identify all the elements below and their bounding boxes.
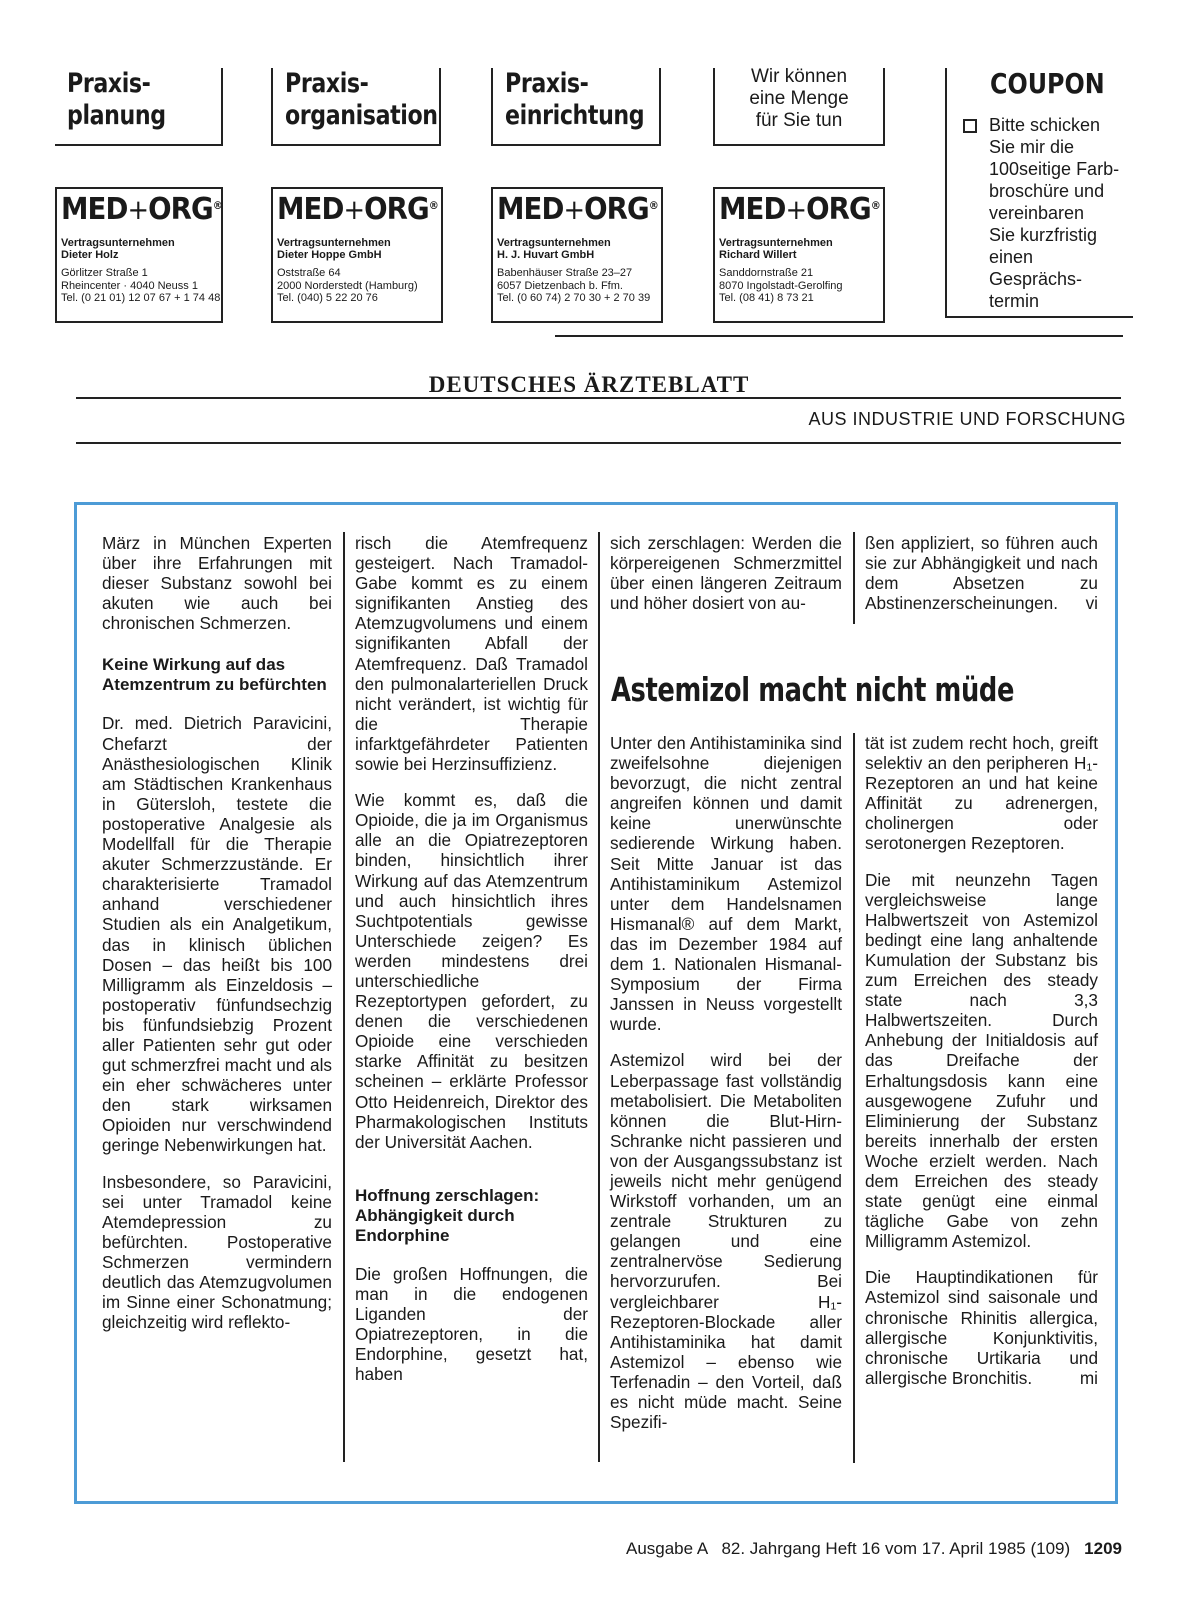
paragraph: Die mit neunzehn Tagen vergleichsweise lange Halbwertszeit von Astemizol bedingt eine lang anhaltende Kumulation der Substanz bis zum Erreichen des steady state nach 3,3 Halbwertszeiten. Durch Anhebung der Initialdosis auf das Dreifache der Erhaltungsdosis kann eine ausgewogene Zufuhr und Eliminierung der Substanz bereits innerhalb der ersten Woche erzielt werden. Nach dem Erreichen des steady state genügt eine einmal tägliche Gabe von zehn Milligramm Astemizol.: [865, 869, 1098, 1252]
article-column-2: [355, 533, 588, 1400]
section-title: AUS INDUSTRIE UND FORSCHUNG: [808, 409, 1126, 429]
journal-title: DEUTSCHES ÄRZTEBLATT: [428, 372, 750, 397]
article-column-3: [610, 733, 842, 1448]
coupon-checkbox[interactable]: [963, 119, 977, 133]
article-column-3-top: [610, 533, 842, 629]
issue-info: Ausgabe A 82. Jahrgang Heft 16 vom 17. April 1985 (109): [625, 1539, 1071, 1558]
ad-header-praxiseinrichtung: [491, 68, 661, 146]
card-company: Vertragsunternehmen H. J. Huvart GmbH: [497, 237, 611, 261]
coupon-bottom-rule: [945, 316, 1133, 318]
coupon-text: Bitte schicken Sie mir die 100seitige Farb- broschüre und vereinbaren Sie kurzfristig einen Gesprächs- termin: [989, 115, 1120, 311]
article-column-1: [102, 533, 332, 1348]
paragraph: März in München Experten über ihre Erfahrungen mit dieser Substanz sowohl bei akuten wie auch bei chronischen Schmerzen.: [102, 533, 332, 634]
coupon-title: COUPON: [990, 67, 1105, 100]
header-rule-lower: [76, 442, 1121, 444]
card-address: Görlitzer Straße 1 Rheincenter · 4040 Neuss 1 Tel. (0 21 01) 12 07 67 + 1 74 48: [61, 267, 221, 304]
ad-header-praxisplanung: [55, 68, 223, 146]
medorg-logo: MED+ORG®: [719, 192, 880, 227]
column-divider: [853, 532, 855, 624]
column-divider: [598, 532, 600, 1462]
subheading-atemzentrum: Keine Wirkung auf das Atemzentrum zu befürchten: [102, 655, 327, 695]
paragraph: Astemizol wird bei der Leberpassage fast vollständig metabolisiert. Die Metaboliten können die Blut-Hirn-Schranke nicht passieren und von der Ausgangssubstanz ist jeweils nicht mehr genügend Wirkstoff vorhanden, um an zentrale Strukturen zu gelangen und eine zentralnervöse Sedierung hervorzurufen. Bei vergleichbarer H₁-Rezeptoren-Blockade aller Antihistaminika hat damit Astemizol – ebenso wie Terfenadin – den Vorteil, daß es nicht müde macht. Seine Spezifi-: [610, 1050, 842, 1433]
medorg-logo: MED+ORG®: [497, 192, 658, 227]
subheading-hoffnung: Hoffnung zerschlagen: Abhängigkeit durch Endorphine: [355, 1185, 540, 1245]
author-initials: mi: [1079, 1367, 1098, 1388]
author-initials: vi: [1085, 593, 1098, 614]
ad-header-title: Praxis- einrichtung: [505, 68, 645, 131]
paragraph: Insbesondere, so Paravicini, sei unter Tramadol keine Atemdepression zu befürchten. Postoperative Schmerzen vermindern deutlich das Atemzugvolumen im Sinne einer Schonatmung; gleichzeitig wird reflekto-: [102, 1171, 332, 1333]
ad-header-title: Praxis- planung: [67, 68, 166, 131]
ad-slogan-text: Wir können eine Menge für Sie tun: [749, 66, 849, 131]
card-address: Sanddornstraße 21 8070 Ingolstadt-Gerolfing Tel. (08 41) 8 73 21: [719, 267, 843, 304]
paragraph: ßen appliziert, so führen auch sie zur Abhängigkeit und nach dem Absetzen zu Abstinenzerscheinungen. vi: [865, 533, 1098, 614]
card-company: Vertragsunternehmen Dieter Hoppe GmbH: [277, 237, 391, 261]
ad-header-title: Praxis- organisation: [285, 68, 438, 131]
top-divider: [555, 335, 1123, 337]
paragraph: Die Hauptindikationen für Astemizol sind saisonale und chronische Rhinitis allergica, allergische Konjunktivitis, chronische Urtikaria und allergische Bronchitis. mi: [865, 1267, 1098, 1388]
card-address: Oststraße 64 2000 Norderstedt (Hamburg) Tel. (040) 5 22 20 76: [277, 267, 418, 304]
paragraph: Die großen Hoffnungen, die man in die endogenen Liganden der Opiatrezeptoren, in die Endorphine, gesetzt hat, haben: [355, 1263, 588, 1385]
header-rule-upper: [76, 397, 1121, 399]
article-headline: Astemizol macht nicht müde: [611, 670, 1015, 709]
article-column-4: [865, 733, 1098, 1404]
column-divider: [853, 733, 855, 1463]
card-company: Vertragsunternehmen Richard Willert: [719, 237, 833, 261]
column-divider: [343, 532, 345, 1462]
medorg-logo: MED+ORG®: [61, 192, 222, 227]
card-address: Babenhäuser Straße 23–27 6057 Dietzenbach b. Ffm. Tel. (0 60 74) 2 70 30 + 2 70 39: [497, 267, 651, 304]
medorg-card-willert: [713, 187, 885, 323]
article-column-4-top: [865, 533, 1098, 629]
medorg-card-holz: [55, 187, 223, 323]
paragraph: sich zerschlagen: Werden die körpereigenen Schmerzmittel über einen längeren Zeitraum und höher dosiert von au-: [610, 533, 842, 614]
medorg-logo: MED+ORG®: [277, 192, 438, 227]
coupon-box: [945, 68, 1135, 318]
paragraph: Dr. med. Dietrich Paravicini, Chefarzt der Anästhesiologischen Klinik am Städtischen Krankenhaus in Gütersloh, testete die postoperative Analgesie als Modellfall für die Therapie akuter Schmerzzustände. Er charakterisierte Tramadol anhand verschiedener Studien als ein Analgetikum, das in klinisch üblichen Dosen – das heißt bis 100 Milligramm als Einzeldosis – postoperativ fünfundsechzig bis fünfundsiebzig Prozent aller Patienten sehr gut oder gut schmerzfrei macht und als ein eher schwächeres unter den stark wirksamen Opioiden nur verschwindend geringe Nebenwirkungen hat.: [102, 713, 332, 1156]
paragraph: Unter den Antihistaminika sind zweifelsohne diejenigen bevorzugt, die nicht zentral angreifen können und damit keine unerwünschte sedierende Wirkung haben. Seit Mitte Januar ist das Antihistaminikum Astemizol unter dem Handelsnamen Hismanal® auf dem Markt, das im Dezember 1984 auf dem 1. Nationalen Hismanal-Symposium der Firma Janssen in Neuss vorgestellt wurde.: [610, 733, 842, 1035]
medorg-card-hoppe: [271, 187, 443, 323]
paragraph: tät ist zudem recht hoch, greift selektiv an den peripheren H₁-Rezeptoren an und hat keine Affinität zu adrenergen, cholinergen oder serotonergen Rezeptoren.: [865, 733, 1098, 854]
card-company: Vertragsunternehmen Dieter Holz: [61, 237, 175, 261]
page-number: 1209: [1084, 1539, 1122, 1558]
paragraph: Wie kommt es, daß die Opioide, die ja im Organismus alle an die Opiatrezeptoren binden, hinsichtlich ihrer Wirkung auf das Atemzentrum und auch hinsichtlich ihres Suchtpotentials gewisse Unterschiede zeigen? Es werden mindestens drei unterschiedliche Rezeptortypen gefordert, zu denen die verschiedenen Opioide eine verschieden starke Affinität zu besitzen scheinen – erklärte Professor Otto Heidenreich, Direktor des Pharmakologischen Instituts der Universität Aachen.: [355, 790, 588, 1152]
page-footer: [626, 1539, 1122, 1559]
ad-header-slogan: [713, 68, 885, 146]
ad-header-praxisorganisation: [271, 68, 441, 146]
paragraph: risch die Atemfrequenz gesteigert. Nach Tramadol-Gabe kommt es zu einem signifikanten Anstieg des Atemzugvolumens und einem signifikanten Abfall der Atemfrequenz. Daß Tramadol den pulmonalarteriellen Druck nicht verändert, ist wichtig für die Therapie infarktgefährdeter Patienten sowie bei Herzinsuffizienz.: [355, 533, 588, 775]
medorg-card-huvart: [491, 187, 663, 323]
